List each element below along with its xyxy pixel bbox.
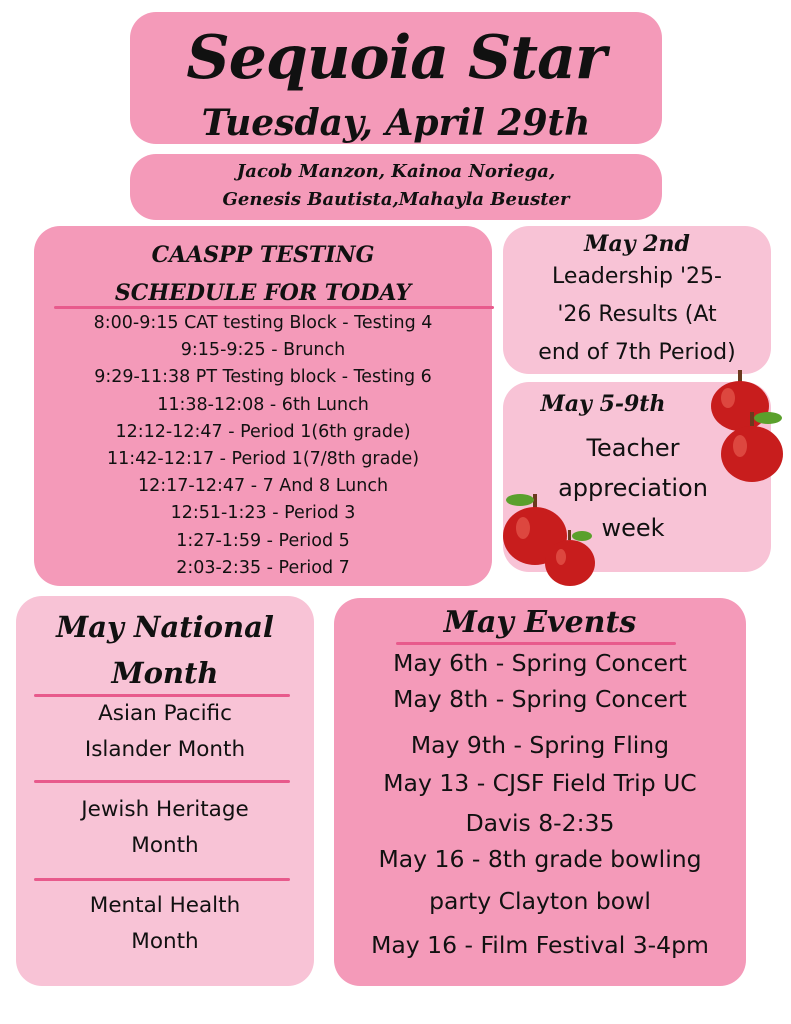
schedule-list [34,310,492,582]
national-divider [34,780,290,783]
newsletter-title: Sequoia Star [186,23,606,93]
teacher-line-2: appreciation [558,474,708,502]
schedule-item: 11:42-12:17 - Period 1(7/8th grade) [106,449,420,470]
event-item: May 16 - 8th grade bowling [378,845,702,873]
national-divider [34,878,290,881]
schedule-item: 9:15-9:25 - Brunch [180,340,346,361]
event-item: May 8th - Spring Concert [393,685,687,713]
caaspp-heading [34,236,492,312]
events-heading: May Events [443,605,637,640]
apple-icon [718,408,788,484]
event-item: Davis 8-2:35 [465,809,615,837]
authors-banner [130,154,662,220]
schedule-item: 9:29-11:38 PT Testing block - Testing 6 [94,367,432,388]
event-item: May 16 - Film Festival 3-4pm [371,931,709,959]
event-item: May 6th - Spring Concert [393,649,687,677]
newsletter-date: Tuesday, April 29th [201,102,591,144]
schedule-item: 12:12-12:47 - Period 1(6th grade) [115,421,411,442]
teacher-line-3: week [601,514,665,542]
national-heading-line-1: May National [56,610,274,644]
teacher-heading: May 5-9th [540,391,666,417]
schedule-item: 12:51-1:23 - Period 3 [170,503,356,524]
may2-line-2: '26 Results (At [557,302,717,327]
national-month-item [16,792,314,864]
may2-heading: May 2nd [584,231,690,257]
national-item-line: Month [131,833,199,858]
national-item-line: Jewish Heritage [81,797,249,822]
authors-line-1: Jacob Manzon, Kainoa Noriega, [236,161,556,182]
title-banner [130,12,662,144]
event-item: May 9th - Spring Fling [410,731,670,759]
teacher-line-1: Teacher [586,434,680,462]
may-events-panel [334,598,746,986]
national-item-line: Mental Health [89,893,241,918]
national-month-panel [16,596,314,986]
event-item: May 13 - CJSF Field Trip UC [383,769,697,797]
caaspp-schedule-panel [34,226,492,586]
caaspp-divider [54,306,494,309]
may2-body [503,258,771,372]
schedule-item: 11:38-12:08 - 6th Lunch [157,394,369,415]
may2-line-1: Leadership '25- [552,264,722,289]
authors [130,158,662,214]
schedule-item: 12:17-12:47 - 7 And 8 Lunch [137,476,389,497]
schedule-item: 2:03-2:35 - Period 7 [176,557,350,578]
authors-line-2: Genesis Bautista,Mahayla Beuster [222,189,570,210]
may2-panel [503,226,771,374]
national-month-heading [16,604,314,696]
caaspp-heading-line-1: CAASPP TESTING [151,242,375,268]
national-month-item [16,888,314,960]
apple-icon [542,528,598,588]
may2-line-3: end of 7th Period) [538,340,736,365]
national-item-line: Islander Month [84,737,246,762]
national-item-line: Month [131,929,199,954]
caaspp-heading-line-2: SCHEDULE FOR TODAY [114,280,412,306]
schedule-item: 8:00-9:15 CAT testing Block - Testing 4 [93,313,433,333]
national-month-item [16,696,314,768]
schedule-item: 1:27-1:59 - Period 5 [176,530,350,551]
event-item: party Clayton bowl [429,887,651,915]
national-heading-line-2: Month [111,656,219,690]
national-item-line: Asian Pacific [98,701,232,726]
